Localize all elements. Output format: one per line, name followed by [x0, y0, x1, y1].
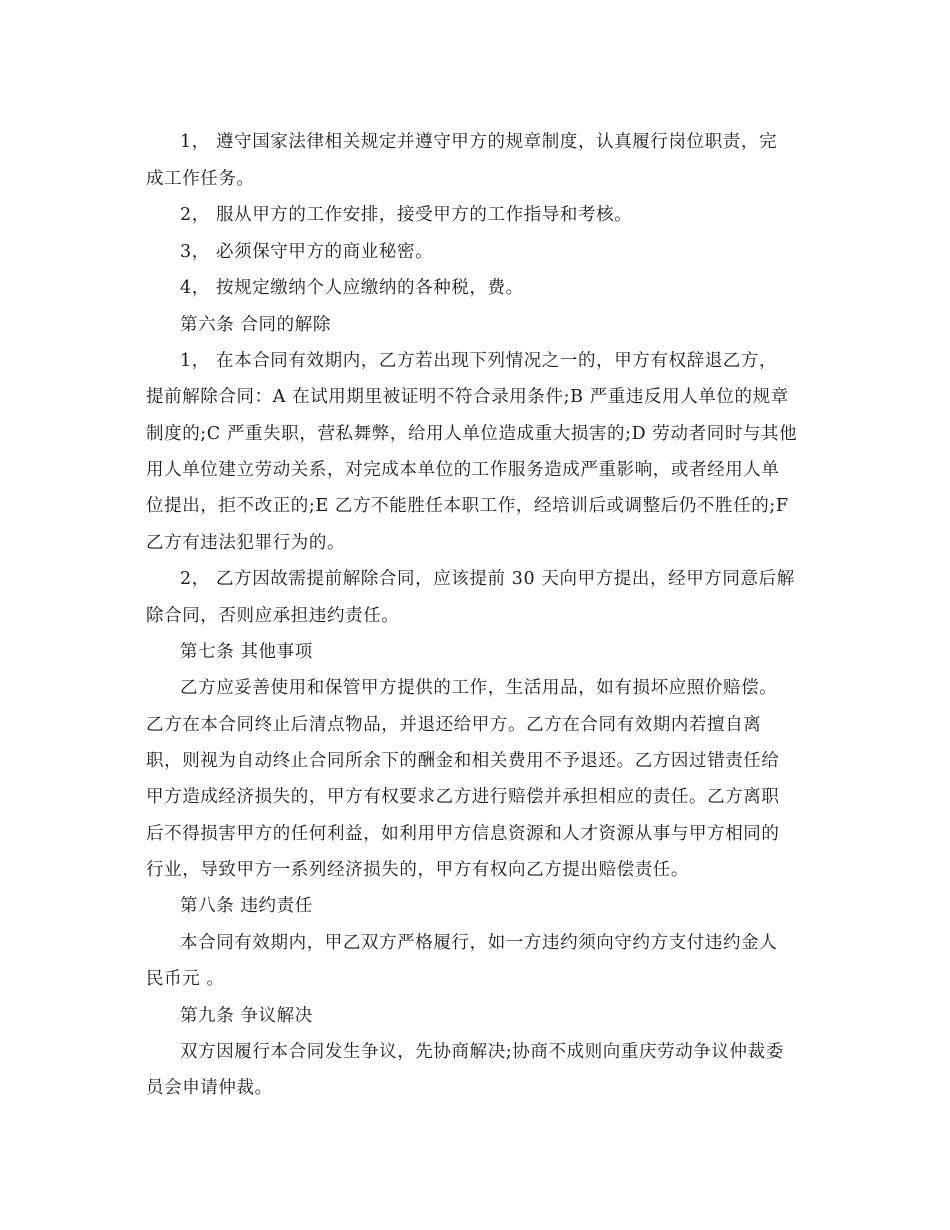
clause-7-body-line-4: 甲方造成经济损失的，甲方有权要求乙方进行赔偿并承担相应的责任。乙方离职 — [146, 787, 780, 807]
clause-7-body-line-1: 乙方应妥善使用和保管甲方提供的工作，生活用品，如有损坏应照价赔偿。 — [180, 678, 778, 698]
clause-7-body-line-6: 行业，导致甲方一系列经济损失的，甲方有权向乙方提出赔偿责任。 — [146, 860, 689, 880]
clause-6-item-1-line-5: 位提出，拒不改正的;E 乙方不能胜任本职工作，经培训后或调整后仍不胜任的;F — [146, 496, 789, 516]
clause-7-heading: 第七条 其他事项 — [180, 642, 313, 662]
clause-9-heading: 第九条 争议解决 — [180, 1006, 313, 1026]
clause-6-item-1-line-1: 1， 在本合同有效期内，乙方若出现下列情况之一的，甲方有权辞退乙方， — [180, 351, 778, 371]
clause-6-item-1-line-6: 乙方有违法犯罪行为的。 — [146, 533, 346, 553]
clause-7-body-line-2: 乙方在本合同终止后清点物品，并退还给甲方。乙方在合同有效期内若擅自离 — [146, 715, 762, 735]
clause-6-item-1-line-3: 制度的;C 严重失职，营私舞弊，给用人单位造成重大损害的;D 劳动者同时与其他 — [146, 424, 798, 444]
clause-6-item-2-line-1: 2， 乙方因故需提前解除合同，应该提前 30 天向甲方提出，经甲方同意后解 — [180, 569, 795, 589]
clause-6-item-1-line-2: 提前解除合同：A 在试用期里被证明不符合录用条件;B 严重违反用人单位的规章 — [146, 387, 789, 407]
clause-5-item-1-line-1: 1， 遵守国家法律相关规定并遵守甲方的规章制度，认真履行岗位职责，完 — [180, 132, 778, 152]
clause-5-item-4: 4， 按规定缴纳个人应缴纳的各种税，费。 — [180, 278, 524, 298]
clause-7-body-line-5: 后不得损害甲方的任何利益，如利用甲方信息资源和人才资源从事与甲方相同的 — [146, 824, 780, 844]
clause-5-item-2: 2， 服从甲方的工作安排，接受甲方的工作指导和考核。 — [180, 205, 633, 225]
clause-5-item-1-line-2: 成工作任务。 — [146, 169, 255, 189]
clause-6-item-2-line-2: 除合同，否则应承担违约责任。 — [146, 606, 400, 626]
clause-6-heading: 第六条 合同的解除 — [180, 315, 331, 335]
clause-8-body-line-2: 民币元 。 — [146, 969, 225, 989]
clause-7-body-line-3: 职，则视为自动终止合同所余下的酬金和相关费用不予退还。乙方因过错责任给 — [146, 751, 780, 771]
clause-5-item-3: 3， 必须保守甲方的商业秘密。 — [180, 242, 434, 262]
clause-8-heading: 第八条 违约责任 — [180, 896, 313, 916]
clause-9-body-line-2: 员会申请仲裁。 — [146, 1078, 273, 1098]
clause-8-body-line-1: 本合同有效期内，甲乙双方严格履行，如一方违约须向守约方支付违约金人 — [180, 933, 778, 953]
clause-6-item-1-line-4: 用人单位建立劳动关系，对完成本单位的工作服务造成严重影响，或者经用人单 — [146, 460, 780, 480]
clause-9-body-line-1: 双方因履行本合同发生争议，先协商解决;协商不成则向重庆劳动争议仲裁委 — [180, 1042, 784, 1062]
